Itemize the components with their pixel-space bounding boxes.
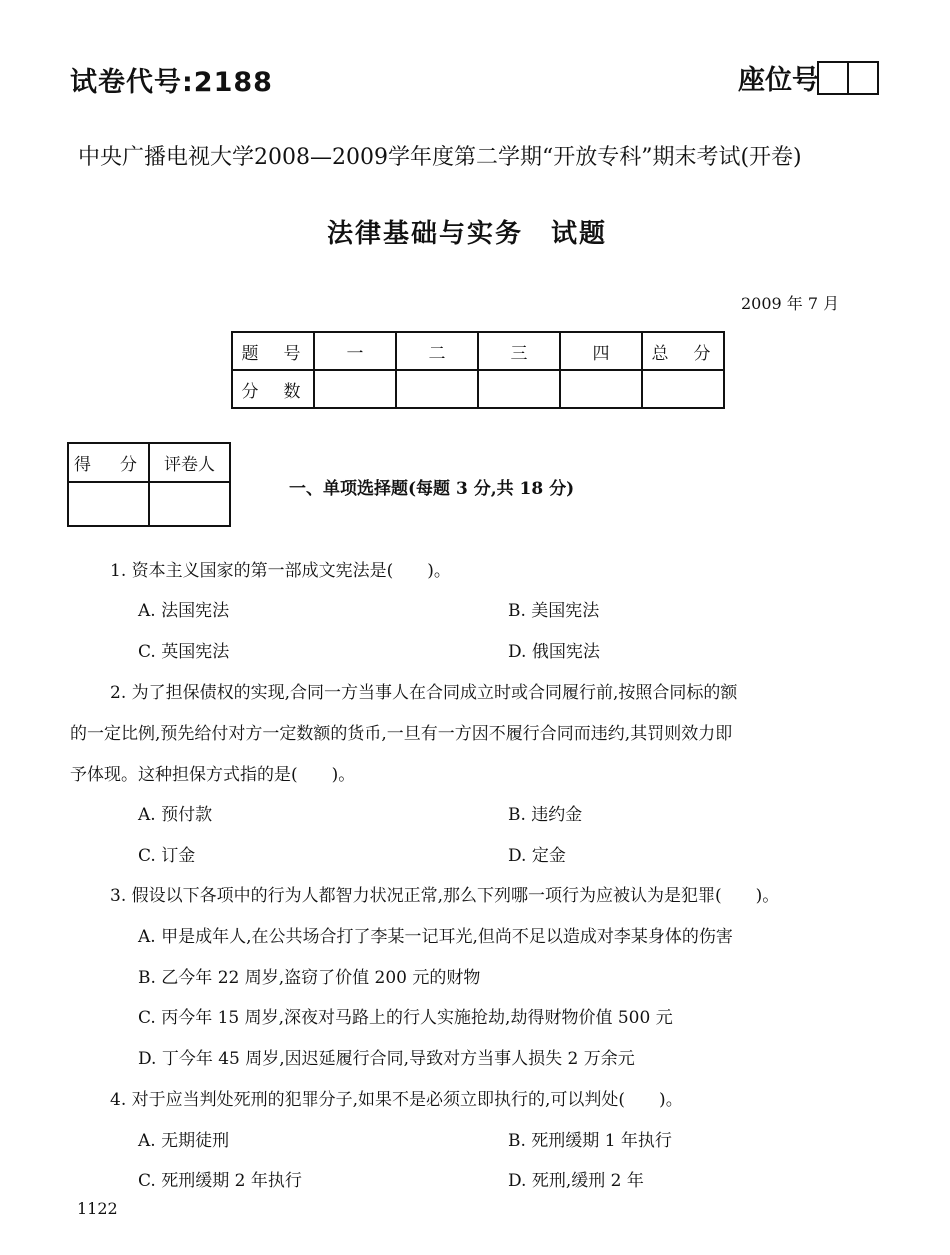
score-cell-4 <box>560 370 642 408</box>
question-3-option-c: C. 丙今年 15 周岁,深夜对马路上的行人实施抢劫,劫得财物价值 500 元 <box>138 1008 673 1028</box>
grader-box <box>67 442 231 527</box>
question-3-option-b: B. 乙今年 22 周岁,盗窃了价值 200 元的财物 <box>138 968 481 988</box>
score-table-score-row <box>232 370 724 408</box>
question-2-stem-line-3: 予体现。这种担保方式指的是( )。 <box>70 765 356 785</box>
score-label: 分 数 <box>232 370 314 408</box>
seat-label: 座位号 <box>738 65 819 96</box>
exam-date: 2009 年 7 月 <box>741 294 840 313</box>
grader-name-cell <box>149 482 230 526</box>
score-table <box>231 331 725 409</box>
question-1-stem: 1. 资本主义国家的第一部成文宪法是( )。 <box>110 561 451 581</box>
score-cell-3 <box>478 370 560 408</box>
question-4-stem: 4. 对于应当判处死刑的犯罪分子,如果不是必须立即执行的,可以判处( )。 <box>110 1090 683 1110</box>
score-cell-2 <box>396 370 478 408</box>
question-2-option-a: A. 预付款 <box>138 805 213 825</box>
question-2-stem-line-2: 的一定比例,预先给付对方一定数额的货币,一旦有一方因不履行合同而违约,其罚则效力即 <box>70 724 733 744</box>
score-cell-1 <box>314 370 396 408</box>
question-1-option-d: D. 俄国宪法 <box>508 642 600 662</box>
question-3-option-d: D. 丁今年 45 周岁,因迟延履行合同,导致对方当事人损失 2 万余元 <box>138 1049 635 1069</box>
column-4: 四 <box>560 332 642 370</box>
seat-box-1 <box>817 61 849 95</box>
question-4-option-d: D. 死刑,缓刑 2 年 <box>508 1171 644 1191</box>
question-number-label: 题 号 <box>232 332 314 370</box>
exam-title-line: 中央广播电视大学2008—2009学年度第二学期“开放专科”期末考试(开卷) <box>78 145 802 170</box>
column-total: 总 分 <box>642 332 724 370</box>
subject-title: 法律基础与实务 试题 <box>327 219 608 249</box>
grader-name-label: 评卷人 <box>149 443 230 482</box>
column-1: 一 <box>314 332 396 370</box>
question-4-option-c: C. 死刑缓期 2 年执行 <box>138 1171 302 1191</box>
section-title: 一、单项选择题(每题 3 分,共 18 分) <box>289 479 575 499</box>
question-2-option-b: B. 违约金 <box>508 805 583 825</box>
question-4-option-a: A. 无期徒刑 <box>138 1131 230 1151</box>
question-4-option-b: B. 死刑缓期 1 年执行 <box>508 1131 672 1151</box>
question-3-stem: 3. 假设以下各项中的行为人都智力状况正常,那么下列哪一项行为应被认为是犯罪( )。 <box>110 886 780 906</box>
paper-code: 试卷代号:2188 <box>70 67 273 98</box>
question-3-option-a: A. 甲是成年人,在公共场合打了李某一记耳光,但尚不足以造成对李某身体的伤害 <box>138 927 733 947</box>
question-1-option-b: B. 美国宪法 <box>508 601 600 621</box>
question-1-option-a: A. 法国宪法 <box>138 601 230 621</box>
grader-score-cell <box>68 482 149 526</box>
score-table-header-row <box>232 332 724 370</box>
page-number: 1122 <box>77 1199 118 1218</box>
seat-number <box>738 58 879 97</box>
question-1-option-c: C. 英国宪法 <box>138 642 230 662</box>
grader-score-label: 得 分 <box>68 443 149 482</box>
question-2-option-c: C. 订金 <box>138 846 196 866</box>
column-3: 三 <box>478 332 560 370</box>
column-2: 二 <box>396 332 478 370</box>
seat-box-2 <box>847 61 879 95</box>
score-cell-total <box>642 370 724 408</box>
question-2-option-d: D. 定金 <box>508 846 566 866</box>
question-2-stem-line-1: 2. 为了担保债权的实现,合同一方当事人在合同成立时或合同履行前,按照合同标的额 <box>110 683 738 703</box>
